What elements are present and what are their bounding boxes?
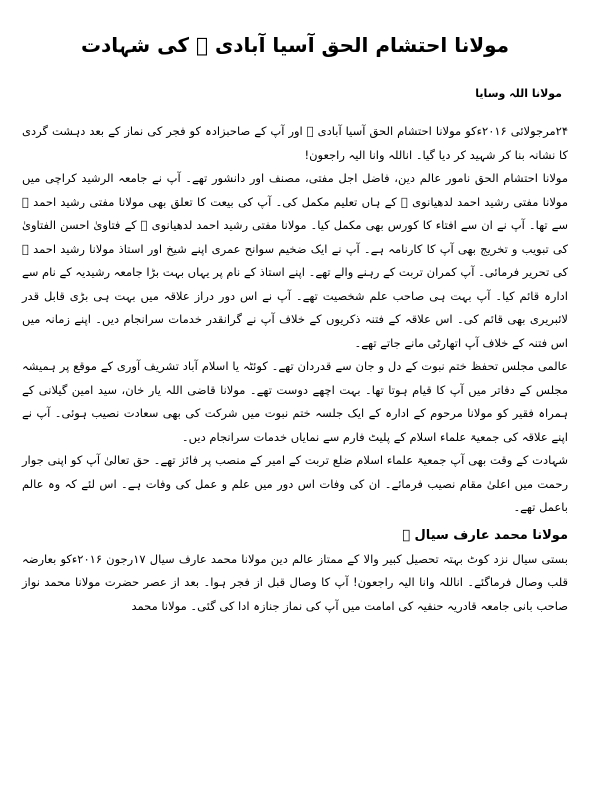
section-heading: مولانا محمد عارف سیال ﷫ [402, 527, 568, 543]
article-title: مولانا احتشام الحق آسیا آبادی ﷫ کی شہادت [80, 33, 510, 57]
section-paragraph-1: بستی سیال نزد کوٹ بہتہ تحصیل کبیر والا کے ممتاز عالم دین مولانا محمد عارف سیال ۱۷رجون ۲۰۱۶ءکو بعارضہ قلب وصال فرماگئے۔ اناللہ وانا الیہ راجعون! آپ کا وصال قبل از فجر ہوا۔ بعد از عصر حضرت مولانا محمد نواز صاحب بانی جامعہ قادریہ حنفیہ کی امامت میں آپ کی نماز جنازہ ادا کی گئی۔ مولانا محمد [22, 551, 568, 613]
article-paragraph-4: شہادت کے وقت بھی آپ جمعیۃ علماء اسلام ضلع تربت کے امیر کے منصب پر فائز تھے۔ حق تعالیٰ آپ کو اپنی جوار رحمت میں اعلیٰ مقام نصیب فرمائے۔ ان کی وفات اس دور میں علم و عمل کی وفات ہے۔ اس لئے کہ وہ عالم باعمل تھے۔ [22, 453, 568, 514]
article-paragraph-2: مولانا احتشام الحق نامور عالم دین، فاضل اجل مفتی، مصنف اور دانشور تھے۔ آپ نے جامعہ الرشید کراچی میں مولانا مفتی رشید احمد لدھیانوی ﷫ کے ہاں تعلیم مکمل کی۔ آپ کی بیعت کا تعلق بھی مولانا مفتی رشید احمد ﷫ سے تھا۔ آپ نے ان سے افتاء کا کورس بھی مکمل کیا۔ مولانا مفتی رشید احمد لدھیانوی ﷫ کے فتاویٰ احسن الفتاویٰ کی تبویب و تخریج بھی آپ کا کارنامہ ہے۔ آپ نے ایک ضخیم سوانح عمری اپنے شیخ اور استاذ مولانا رشید احمد ﷫ کی تحریر فرمائی۔ آپ کمران تربت کے رہنے والے تھے۔ اپنے استاذ کے نام پر یہاں بہت بڑا جامعہ رشیدیہ کے نام سے ادارہ قائم کیا۔ آپ بہت ہی صاحب علم شخصیت تھے۔ آپ نے اس دور دراز علاقہ میں بہت ہی بڑی قابل قدر لائبریری بھی قائم کی۔ اس علاقہ کے فتنہ ذکریوں کے خلاف آپ نے گرانقدر خدمات سرانجام دیں۔ اپنے زمانہ میں اس فتنہ کے خلاف آپ اتھارٹی مانے جاتے تھے۔ [22, 171, 568, 350]
article-paragraph-3: عالمی مجلس تحفظ ختم نبوت کے دل و جان سے قدردان تھے۔ کوئٹہ یا اسلام آباد تشریف آوری کے موقع پر ہمیشہ مجلس کے دفاتر میں آپ کا قیام ہوتا تھا۔ بہت اچھے دوست تھے۔ مولانا قاضی اللہ یار خان، سید امین گیلانی کے ہمراہ فقیر کو مولانا مرحوم کے ادارہ کے ایک جلسہ ختم نبوت میں شرکت کی بھی سعادت نصیب ہوئی۔ آپ نے اپنے علاقہ کی جمعیۃ علماء اسلام کے پلیٹ فارم سے نمایاں خدمات سرانجام دیں۔ [22, 359, 568, 444]
article-byline: مولانا اللہ وسایا [475, 87, 562, 100]
article-paragraph-1: ۲۴مرجولائی ۲۰۱۶ءکو مولانا احتشام الحق آسیا آبادی ﷫ اور آپ کے صاحبزادہ کو فجر کی نماز کے بعد دہشت گردی کا نشانہ بنا کر شہید کر دیا گیا۔ اناللہ وانا الیہ راجعون! [22, 124, 568, 162]
